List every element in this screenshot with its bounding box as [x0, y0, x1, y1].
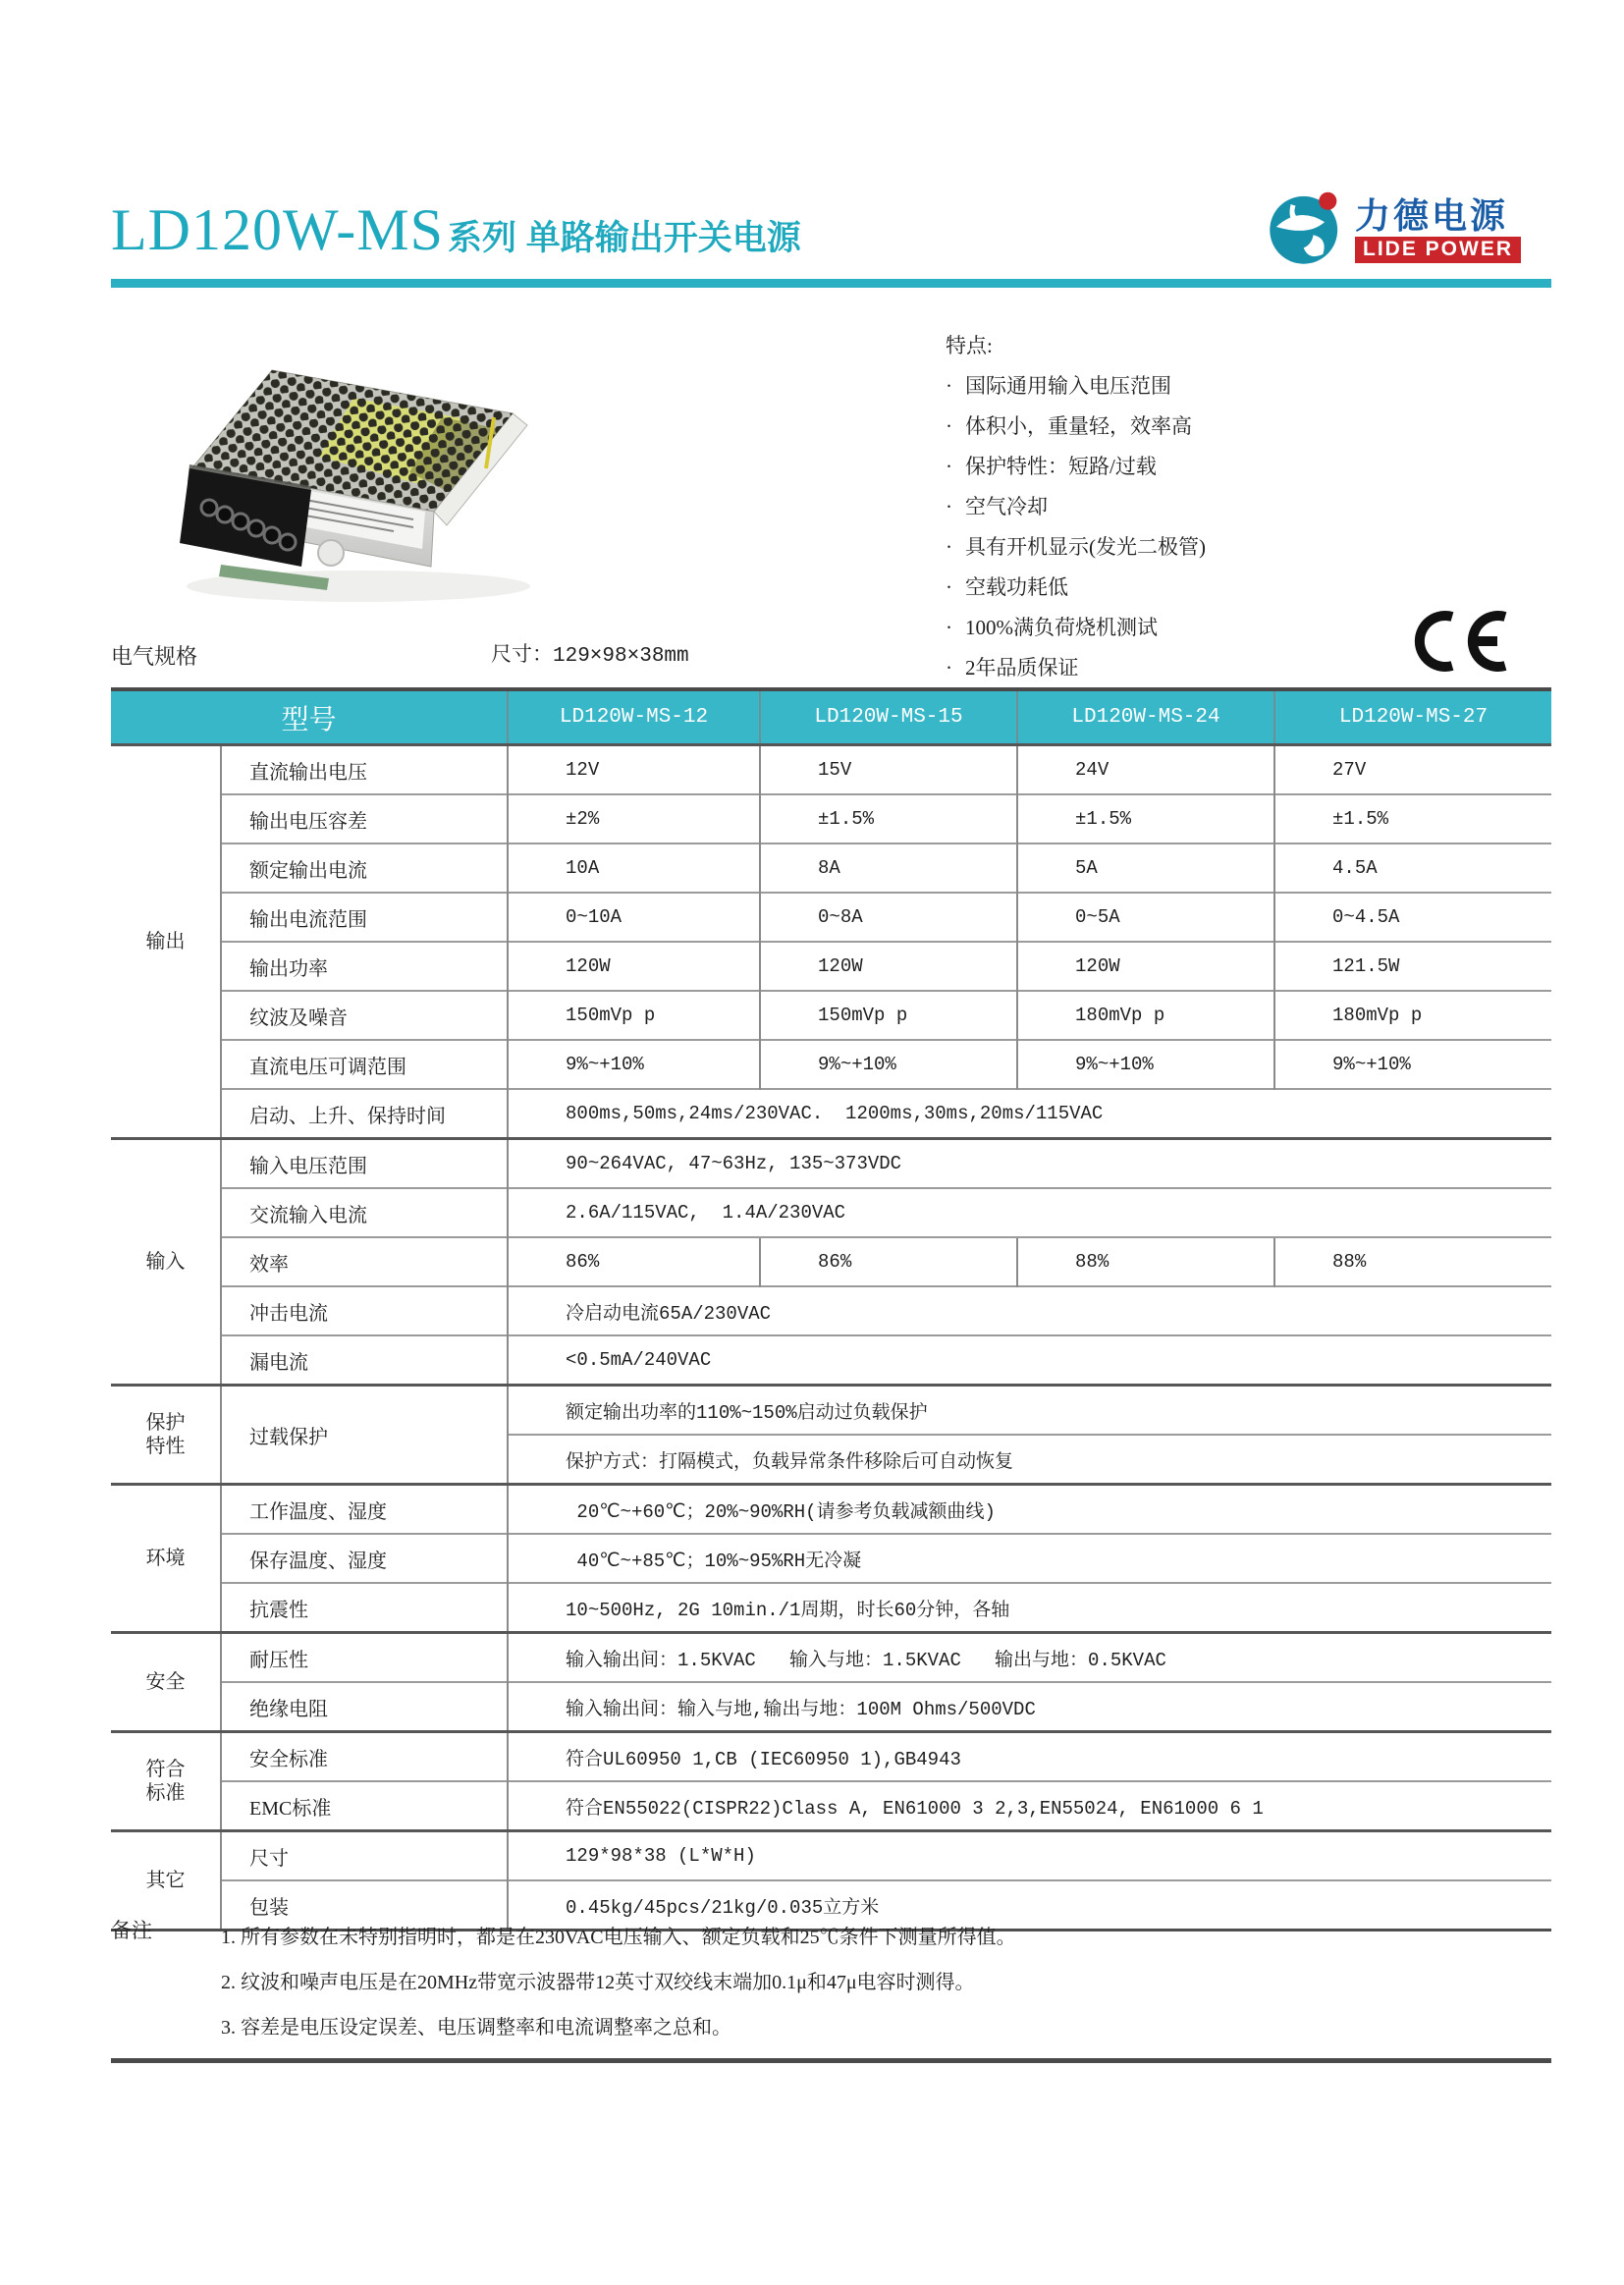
- bullet-icon: ·: [946, 455, 952, 478]
- value-cell: 9%~+10%: [508, 1040, 760, 1089]
- group-label-cell: [111, 1386, 221, 1485]
- span-value-cell: 输入输出间：输入与地,输出与地：100M Ohms/500VDC: [508, 1682, 1551, 1732]
- table-row: [111, 1682, 1551, 1732]
- span-value-cell: 10~500Hz, 2G 10min./1周期，时长60分钟，各轴: [508, 1583, 1551, 1633]
- param-cell: 抗震性: [221, 1583, 508, 1633]
- span-value-cell: 符合EN55022(CISPR22)Class A, EN61000 3 2,3,EN55024, EN61000 6 1: [508, 1781, 1551, 1831]
- table-row: [111, 1534, 1551, 1583]
- value-cell: ±1.5%: [1274, 794, 1551, 843]
- note-item: 3. 容差是电压设定误差、电压调整率和电流调整率之总和。: [221, 2017, 731, 2039]
- param-cell: 绝缘电阻: [221, 1682, 508, 1732]
- param-cell: 包装: [221, 1880, 508, 1931]
- value-cell: 8A: [760, 843, 1017, 893]
- table-row: [111, 991, 1551, 1040]
- feature-item: [946, 413, 1495, 439]
- feature-item: [946, 454, 1495, 479]
- group-label: 符合标准: [145, 1759, 186, 1804]
- span-value-cell: 129*98*38 (L*W*H): [508, 1831, 1551, 1881]
- notes-label: 备注: [111, 1919, 152, 1942]
- span-value-cell: 90~264VAC, 47~63Hz, 135~373VDC: [508, 1139, 1551, 1189]
- model-column-header: LD120W-MS-12: [508, 689, 760, 745]
- table-row: [111, 1732, 1551, 1782]
- value-cell: 0~8A: [760, 893, 1017, 942]
- table-row: [111, 1139, 1551, 1189]
- value-cell: 0~4.5A: [1274, 893, 1551, 942]
- value-cell: 9%~+10%: [760, 1040, 1017, 1089]
- logo-cn-text: 力德电源: [1355, 194, 1509, 236]
- feature-item: [946, 494, 1495, 519]
- logo-en-text: LIDE POWER: [1355, 237, 1521, 263]
- bullet-icon: ·: [946, 656, 952, 680]
- value-cell: 24V: [1017, 745, 1274, 795]
- feature-text: 保护特性：短路/过载: [965, 455, 1157, 478]
- group-label: 输出: [145, 931, 186, 952]
- span-value-cell: 输入输出间：1.5KVAC 输入与地：1.5KVAC 输出与地：0.5KVAC: [508, 1633, 1551, 1683]
- value-cell: 86%: [508, 1237, 760, 1286]
- features-heading: 特点:: [946, 334, 993, 357]
- value-cell: 5A: [1017, 843, 1274, 893]
- span-value-cell: 2.6A/115VAC, 1.4A/230VAC: [508, 1188, 1551, 1237]
- param-cell: 输出功率: [221, 942, 508, 991]
- span-value-cell: 冷启动电流65A/230VAC: [508, 1286, 1551, 1335]
- table-row: [111, 1237, 1551, 1286]
- value-cell: 150mVp p: [508, 991, 760, 1040]
- model-column-header: LD120W-MS-24: [1017, 689, 1274, 745]
- span-value-cell: 符合UL60950 1,CB (IEC60950 1),GB4943: [508, 1732, 1551, 1782]
- ce-mark-icon: [1411, 609, 1509, 674]
- value-cell: 150mVp p: [760, 991, 1017, 1040]
- spec-section-label: 电气规格: [111, 644, 198, 669]
- group-label-cell: [111, 1485, 221, 1633]
- table-row: [111, 1633, 1551, 1683]
- param-cell: 工作温度、湿度: [221, 1485, 508, 1535]
- table-row: [111, 745, 1551, 795]
- feature-item: [946, 534, 1495, 560]
- value-cell: 120W: [1017, 942, 1274, 991]
- value-cell: 180mVp p: [1274, 991, 1551, 1040]
- feature-text: 空气冷却: [965, 495, 1048, 518]
- group-label: 环境: [145, 1548, 186, 1569]
- bullet-icon: ·: [946, 495, 952, 518]
- note-item: 2. 纹波和噪声电压是在20MHz带宽示波器带12英寸双绞线末端加0.1μ和47μ电容时测得。: [221, 1972, 975, 1993]
- value-cell: 88%: [1017, 1237, 1274, 1286]
- value-cell: 0~5A: [1017, 893, 1274, 942]
- bullet-icon: ·: [946, 414, 952, 438]
- group-label-cell: [111, 1633, 221, 1732]
- param-cell: 尺寸: [221, 1831, 508, 1881]
- footer-rule: [111, 2058, 1551, 2063]
- param-cell: 直流电压可调范围: [221, 1040, 508, 1089]
- feature-item: [946, 574, 1495, 600]
- model-column-header: LD120W-MS-15: [760, 689, 1017, 745]
- value-cell: 15V: [760, 745, 1017, 795]
- span-value-cell: 0.45kg/45pcs/21kg/0.035立方米: [508, 1880, 1551, 1931]
- table-row: [111, 1188, 1551, 1237]
- group-label: 输入: [145, 1251, 186, 1273]
- table-row: [111, 1386, 1551, 1436]
- group-label-cell: [111, 1139, 221, 1386]
- feature-text: 空载功耗低: [965, 575, 1068, 599]
- value-cell: 12V: [508, 745, 760, 795]
- table-row: [111, 1286, 1551, 1335]
- group-label-cell: [111, 745, 221, 1139]
- value-cell: ±2%: [508, 794, 760, 843]
- note-item: 1. 所有参数在未特别指明时，都是在230VAC电压输入、额定负载和25℃条件下测量所得值。: [221, 1927, 1016, 1948]
- span-value-cell: <0.5mA/240VAC: [508, 1335, 1551, 1386]
- value-cell: 121.5W: [1274, 942, 1551, 991]
- group-label: 保护特性: [145, 1412, 186, 1457]
- param-cell: 耐压性: [221, 1633, 508, 1683]
- param-cell: 输入电压范围: [221, 1139, 508, 1189]
- span-value-cell: 40℃~+85℃；10%~95%RH无冷凝: [508, 1534, 1551, 1583]
- table-row: [111, 1089, 1551, 1139]
- param-cell: 漏电流: [221, 1335, 508, 1386]
- value-cell: 86%: [760, 1237, 1017, 1286]
- bullet-icon: ·: [946, 374, 952, 398]
- series-title-suffix: 系列 单路输出开关电源: [448, 219, 801, 257]
- series-model-title: LD120W-MS: [111, 197, 444, 262]
- table-row: [111, 893, 1551, 942]
- logo-text-block: [1355, 187, 1521, 273]
- span-value-cell: 额定输出功率的110%~150%启动过负载保护: [508, 1386, 1551, 1436]
- lide-power-icon: [1267, 187, 1347, 267]
- table-row: [111, 1831, 1551, 1881]
- param-cell: 保存温度、湿度: [221, 1534, 508, 1583]
- table-row: [111, 1583, 1551, 1633]
- param-cell: 输出电流范围: [221, 893, 508, 942]
- feature-text: 100%满负荷烧机测试: [965, 616, 1158, 639]
- value-cell: 0~10A: [508, 893, 760, 942]
- product-photo: [162, 319, 555, 619]
- group-label: 其它: [145, 1870, 186, 1891]
- span-value-cell: 800ms,50ms,24ms/230VAC. 1200ms,30ms,20ms/115VAC: [508, 1089, 1551, 1139]
- value-cell: 10A: [508, 843, 760, 893]
- param-cell: 过载保护: [221, 1386, 508, 1485]
- span-value-cell: 保护方式：打隔模式，负载异常条件移除后可自动恢复: [508, 1435, 1551, 1485]
- param-cell: EMC标准: [221, 1781, 508, 1831]
- value-cell: 120W: [760, 942, 1017, 991]
- feature-text: 2年品质保证: [965, 656, 1079, 680]
- notes-list: [221, 1915, 1497, 2050]
- feature-text: 具有开机显示(发光二极管): [965, 535, 1206, 559]
- bullet-icon: ·: [946, 575, 952, 599]
- value-cell: 180mVp p: [1017, 991, 1274, 1040]
- dimensions-label: 尺寸：129×98×38mm: [491, 645, 689, 668]
- page-title: [111, 196, 801, 264]
- table-row: [111, 942, 1551, 991]
- value-cell: ±1.5%: [760, 794, 1017, 843]
- value-cell: 120W: [508, 942, 760, 991]
- company-logo: [1267, 187, 1522, 273]
- value-cell: ±1.5%: [1017, 794, 1274, 843]
- param-cell: 安全标准: [221, 1732, 508, 1782]
- span-value-cell: 20℃~+60℃；20%~90%RH(请参考负载减额曲线): [508, 1485, 1551, 1535]
- table-row: [111, 1040, 1551, 1089]
- param-cell: 交流输入电流: [221, 1188, 508, 1237]
- bullet-icon: ·: [946, 535, 952, 559]
- table-row: [111, 794, 1551, 843]
- feature-text: 体积小，重量轻，效率高: [965, 414, 1192, 438]
- param-cell: 输出电压容差: [221, 794, 508, 843]
- value-cell: 9%~+10%: [1017, 1040, 1274, 1089]
- table-header-row: [111, 689, 1551, 745]
- spec-table: [111, 687, 1551, 1931]
- group-label-cell: [111, 1732, 221, 1831]
- table-row: [111, 1485, 1551, 1535]
- group-label: 安全: [145, 1671, 186, 1693]
- param-cell: 纹波及噪音: [221, 991, 508, 1040]
- table-row: [111, 843, 1551, 893]
- param-cell: 直流输出电压: [221, 745, 508, 795]
- table-row: [111, 1781, 1551, 1831]
- model-header-label: 型号: [111, 689, 508, 745]
- value-cell: 9%~+10%: [1274, 1040, 1551, 1089]
- bullet-icon: ·: [946, 616, 952, 639]
- param-cell: 启动、上升、保持时间: [221, 1089, 508, 1139]
- value-cell: 4.5A: [1274, 843, 1551, 893]
- header-rule: [111, 279, 1551, 288]
- value-cell: 88%: [1274, 1237, 1551, 1286]
- feature-item: [946, 373, 1495, 399]
- param-cell: 额定输出电流: [221, 843, 508, 893]
- value-cell: 27V: [1274, 745, 1551, 795]
- param-cell: 效率: [221, 1237, 508, 1286]
- feature-text: 国际通用输入电压范围: [965, 374, 1171, 398]
- table-row: [111, 1335, 1551, 1386]
- param-cell: 冲击电流: [221, 1286, 508, 1335]
- model-column-header: LD120W-MS-27: [1274, 689, 1551, 745]
